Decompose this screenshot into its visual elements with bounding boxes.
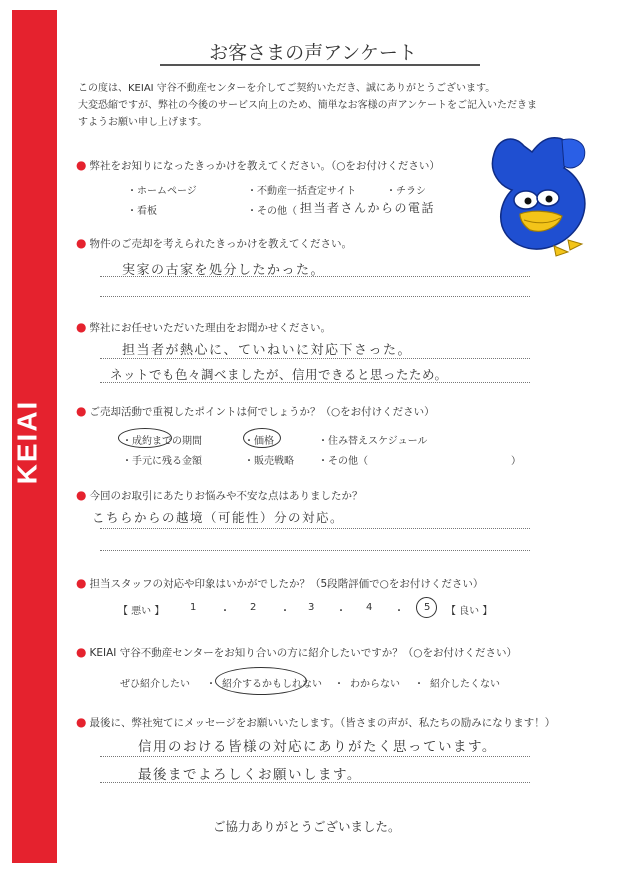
- intro-line: この度は、KEIAI 守谷不動産センターを介してご契約いただき、誠にありがとうございます。: [78, 83, 496, 94]
- q6-separator: ・: [220, 606, 230, 617]
- q1-option-chirashi: ・チラシ: [386, 186, 426, 197]
- q6-scale-4: 4: [366, 602, 373, 613]
- bullet-dot-icon: ●: [76, 404, 87, 418]
- q7-option-shitakunai: 紹介したくない: [430, 679, 500, 690]
- answer-line: [100, 528, 530, 529]
- q1-option-homepage: ・ホームページ: [127, 186, 197, 197]
- question-6-text: 担当スタッフの対応や印象はいかがでしたか？（5段階評価で○をお付けください）: [89, 578, 484, 590]
- q7-option-zehi: ぜひ紹介したい: [120, 679, 190, 690]
- q6-scale-2: 2: [250, 602, 257, 613]
- q1-option-other: ・その他（: [247, 206, 297, 217]
- answer-line: [100, 782, 530, 783]
- question-3-text: 弊社にお任せいただいた理由をお聞かせください。: [89, 322, 331, 334]
- answer-line: [100, 276, 530, 277]
- page-title: お客さまの声アンケート: [209, 42, 417, 64]
- page-title-wrap: [188, 38, 438, 65]
- q4-option-hanbai-senryaku: ・販売戦略: [244, 456, 294, 467]
- question-1: [76, 158, 440, 173]
- q3-handwritten-answer-line-1: 担当者が熱心に、ていねいに対応下さった。: [122, 343, 413, 358]
- bullet-dot-icon: ●: [76, 488, 87, 502]
- selection-circle: [215, 667, 307, 695]
- bullet-dot-icon: ●: [76, 576, 87, 590]
- q8-handwritten-answer-line-1: 信用のおける皆様の対応にありがたく思っています。: [138, 739, 497, 755]
- closing-message: ご協力ありがとうございました。: [213, 819, 401, 834]
- q4-option-seiyaku-kikan: ・成約までの期間: [122, 436, 202, 447]
- question-7: [76, 645, 517, 660]
- q6-separator: ・: [336, 606, 346, 617]
- bullet-dot-icon: ●: [76, 715, 87, 729]
- intro-line: すようお願い申し上げます。: [78, 117, 208, 128]
- q5-handwritten-answer: こちらからの越境（可能性）分の対応。: [92, 510, 345, 525]
- q7-option-kamoshirenai: 紹介するかもしれない: [222, 679, 322, 690]
- question-5-text: 今回のお取引にあたりお悩みや不安な点はありましたか？: [89, 490, 363, 502]
- q6-separator: ・: [280, 606, 290, 617]
- q6-scale-3: 3: [308, 602, 315, 613]
- q8-handwritten-answer-line-2: 最後までよろしくお願いします。: [138, 767, 362, 783]
- selection-circle: [118, 428, 172, 448]
- brand-sidebar-label: KEIAI: [11, 399, 42, 485]
- question-2: [76, 236, 352, 251]
- q4-option-sumikae-schedule: ・住み替えスケジュール: [318, 436, 428, 447]
- question-2-text: 物件のご売却を考えられたきっかけを教えてください。: [89, 238, 352, 250]
- q7-separator: ・: [206, 679, 216, 690]
- mascot-bird-illustration: [484, 128, 594, 260]
- question-3: [76, 320, 331, 335]
- q2-handwritten-answer: 実家の古家を処分したかった。: [122, 263, 326, 278]
- title-underline: [160, 64, 480, 66]
- answer-line: [100, 550, 530, 551]
- bullet-dot-icon: ●: [76, 645, 87, 659]
- q1-option-ikkatsu-satei: ・不動産一括査定サイト: [247, 186, 357, 197]
- intro-text: [78, 80, 548, 131]
- question-1-text: 弊社をお知りになったきっかけを教えてください。（○をお付けください）: [89, 160, 440, 172]
- bullet-dot-icon: ●: [76, 236, 87, 250]
- question-4: [76, 404, 435, 419]
- question-8-text: 最後に、弊社宛てにメッセージをお願いいたします。（皆さまの声が、私たちの励みになります！）: [89, 717, 556, 729]
- q7-separator: ・: [414, 679, 424, 690]
- q7-option-wakaranai: わからない: [350, 679, 400, 690]
- intro-line: 大変恐縮ですが、弊社の今後のサービス向上のため、簡単なお客様の声アンケートをご記入いただきま: [78, 100, 537, 111]
- q3-handwritten-answer-line-2: ネットでも色々調べましたが、信用できると思ったため。: [110, 367, 448, 382]
- selection-circle: [243, 428, 281, 448]
- q6-label-bad: 【 悪い 】: [118, 606, 165, 617]
- q4-option-other-close: ）: [511, 456, 521, 467]
- answer-line: [100, 296, 530, 297]
- q4-option-temoto-kingaku: ・手元に残る金額: [122, 456, 202, 467]
- selection-circle: [416, 597, 437, 618]
- q7-separator: ・: [334, 679, 344, 690]
- q6-separator: ・: [394, 606, 404, 617]
- question-8: [76, 715, 555, 730]
- q6-scale-5: 5: [424, 602, 431, 613]
- q6-label-good: 【 良い 】: [446, 606, 493, 617]
- q4-option-other: ・その他（: [318, 456, 368, 467]
- question-6: [76, 576, 483, 591]
- bullet-dot-icon: ●: [76, 158, 87, 172]
- question-4-text: ご売却活動で重視したポイントは何でしょうか？（○をお付けください）: [89, 406, 435, 418]
- q4-option-kakaku: ・価格: [244, 436, 274, 447]
- answer-line: [100, 756, 530, 757]
- q6-scale-1: 1: [190, 602, 197, 613]
- q1-handwritten-answer: 担当者さんからの電話: [300, 201, 436, 215]
- question-5: [76, 488, 362, 503]
- question-7-text: KEIAI 守谷不動産センターをお知り合いの方に紹介したいですか？（○をお付けください）: [89, 647, 517, 659]
- q1-option-kanban: ・看板: [127, 206, 157, 217]
- answer-line: [100, 358, 530, 359]
- bullet-dot-icon: ●: [76, 320, 87, 334]
- answer-line: [100, 382, 530, 383]
